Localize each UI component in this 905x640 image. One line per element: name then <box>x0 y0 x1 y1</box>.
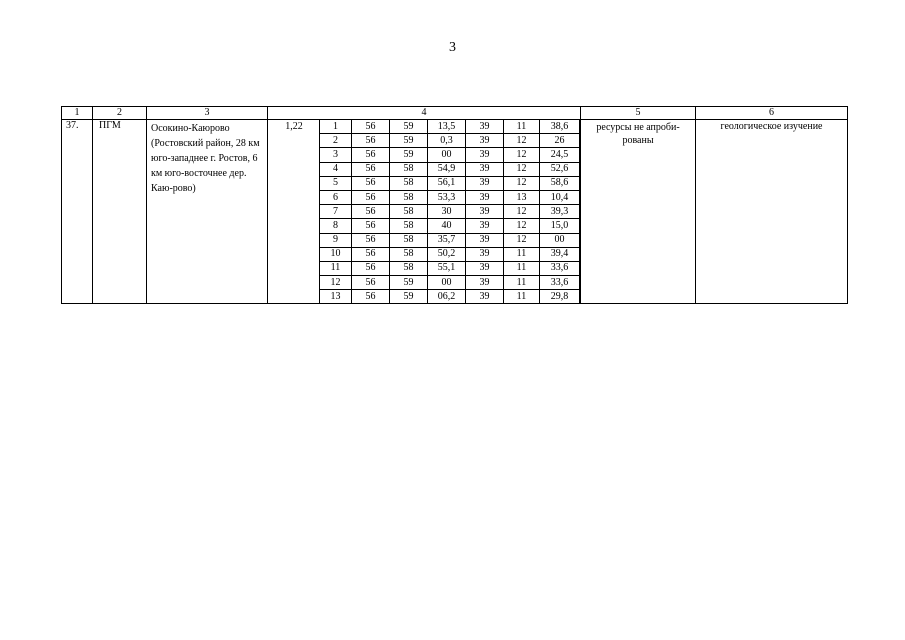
point-number: 5 <box>320 176 352 190</box>
lon-sec: 38,6 <box>540 120 580 134</box>
lon-min: 13 <box>504 190 540 204</box>
lat-sec: 40 <box>428 219 466 233</box>
coordinate-row <box>320 276 580 290</box>
coordinate-row <box>320 162 580 176</box>
site-area: 1,22 <box>285 121 303 132</box>
lat-deg: 56 <box>352 247 390 261</box>
point-number: 6 <box>320 190 352 204</box>
lat-min: 58 <box>390 219 428 233</box>
header-col-2: 2 <box>93 107 147 120</box>
table-header-row <box>62 107 848 120</box>
lon-min: 12 <box>504 219 540 233</box>
lon-deg: 39 <box>466 233 504 247</box>
lat-min: 58 <box>390 190 428 204</box>
lat-sec: 55,1 <box>428 261 466 275</box>
row-number: 37. <box>62 120 93 304</box>
lat-min: 58 <box>390 261 428 275</box>
mineral-type: ПГМ <box>93 120 147 304</box>
area-and-coordinates <box>268 120 581 304</box>
page-number: 3 <box>449 40 456 55</box>
lon-min: 11 <box>504 247 540 261</box>
lat-min: 58 <box>390 205 428 219</box>
coordinate-row <box>320 176 580 190</box>
lat-deg: 56 <box>352 134 390 148</box>
lon-sec: 33,6 <box>540 261 580 275</box>
coordinate-row <box>320 148 580 162</box>
header-col-5: 5 <box>581 107 696 120</box>
lon-min: 12 <box>504 148 540 162</box>
lon-deg: 39 <box>466 276 504 290</box>
lon-min: 12 <box>504 233 540 247</box>
lat-sec: 53,3 <box>428 190 466 204</box>
lon-deg: 39 <box>466 120 504 134</box>
point-number: 7 <box>320 205 352 219</box>
lat-sec: 56,1 <box>428 176 466 190</box>
lat-min: 59 <box>390 148 428 162</box>
lat-deg: 56 <box>352 261 390 275</box>
lon-deg: 39 <box>466 162 504 176</box>
lat-sec: 13,5 <box>428 120 466 134</box>
lon-deg: 39 <box>466 290 504 304</box>
lon-sec: 15,0 <box>540 219 580 233</box>
lon-sec: 26 <box>540 134 580 148</box>
lon-deg: 39 <box>466 148 504 162</box>
lat-sec: 0,3 <box>428 134 466 148</box>
lat-sec: 06,2 <box>428 290 466 304</box>
lat-sec: 00 <box>428 148 466 162</box>
lon-min: 12 <box>504 176 540 190</box>
lat-min: 58 <box>390 162 428 176</box>
coordinate-row <box>320 120 580 134</box>
header-col-1: 1 <box>62 107 93 120</box>
header-col-3: 3 <box>147 107 268 120</box>
coordinate-row <box>320 219 580 233</box>
coordinate-row <box>320 247 580 261</box>
lon-sec: 52,6 <box>540 162 580 176</box>
lat-deg: 56 <box>352 148 390 162</box>
lon-sec: 10,4 <box>540 190 580 204</box>
coordinate-row <box>320 290 580 304</box>
lat-deg: 56 <box>352 290 390 304</box>
lon-min: 11 <box>504 290 540 304</box>
lon-sec: 00 <box>540 233 580 247</box>
lon-deg: 39 <box>466 261 504 275</box>
lat-min: 58 <box>390 176 428 190</box>
lat-deg: 56 <box>352 162 390 176</box>
lon-sec: 39,3 <box>540 205 580 219</box>
lat-min: 58 <box>390 247 428 261</box>
lon-sec: 39,4 <box>540 247 580 261</box>
lat-min: 58 <box>390 233 428 247</box>
point-number: 10 <box>320 247 352 261</box>
lon-min: 12 <box>504 134 540 148</box>
point-number: 11 <box>320 261 352 275</box>
header-col-4: 4 <box>268 107 581 120</box>
coordinate-row <box>320 233 580 247</box>
lat-min: 59 <box>390 120 428 134</box>
lat-deg: 56 <box>352 276 390 290</box>
point-number: 2 <box>320 134 352 148</box>
lon-min: 11 <box>504 120 540 134</box>
deposits-table <box>61 106 848 304</box>
coordinates-table <box>319 119 580 304</box>
lon-deg: 39 <box>466 190 504 204</box>
lat-deg: 56 <box>352 233 390 247</box>
point-number: 8 <box>320 219 352 233</box>
lat-min: 59 <box>390 134 428 148</box>
lat-min: 59 <box>390 290 428 304</box>
lat-sec: 50,2 <box>428 247 466 261</box>
coordinate-row <box>320 134 580 148</box>
point-number: 9 <box>320 233 352 247</box>
lon-deg: 39 <box>466 176 504 190</box>
lat-sec: 35,7 <box>428 233 466 247</box>
point-number: 12 <box>320 276 352 290</box>
lon-deg: 39 <box>466 247 504 261</box>
lat-sec: 54,9 <box>428 162 466 176</box>
lat-min: 59 <box>390 276 428 290</box>
lon-deg: 39 <box>466 134 504 148</box>
lon-deg: 39 <box>466 205 504 219</box>
lon-sec: 58,6 <box>540 176 580 190</box>
lon-min: 12 <box>504 205 540 219</box>
coordinate-row <box>320 261 580 275</box>
lon-min: 11 <box>504 276 540 290</box>
point-number: 13 <box>320 290 352 304</box>
lat-deg: 56 <box>352 219 390 233</box>
resources-status: ресурсы не апроби-рованы <box>581 120 696 304</box>
lat-sec: 30 <box>428 205 466 219</box>
point-number: 1 <box>320 120 352 134</box>
table-row <box>62 120 848 304</box>
lat-sec: 00 <box>428 276 466 290</box>
lat-deg: 56 <box>352 190 390 204</box>
purpose: геологическое изучение <box>696 120 848 304</box>
lat-deg: 56 <box>352 176 390 190</box>
lon-min: 11 <box>504 261 540 275</box>
lat-deg: 56 <box>352 205 390 219</box>
coordinate-row <box>320 205 580 219</box>
lon-deg: 39 <box>466 219 504 233</box>
header-col-6: 6 <box>696 107 848 120</box>
site-name: Осокино-Каюрово (Ростовский район, 28 км юго-западнее г. Ростов, 6 км юго-восточнее дер. Каю-рово) <box>147 120 268 304</box>
lon-min: 12 <box>504 162 540 176</box>
lat-deg: 56 <box>352 120 390 134</box>
lon-sec: 24,5 <box>540 148 580 162</box>
lon-sec: 29,8 <box>540 290 580 304</box>
point-number: 3 <box>320 148 352 162</box>
coordinate-row <box>320 190 580 204</box>
lon-sec: 33,6 <box>540 276 580 290</box>
point-number: 4 <box>320 162 352 176</box>
